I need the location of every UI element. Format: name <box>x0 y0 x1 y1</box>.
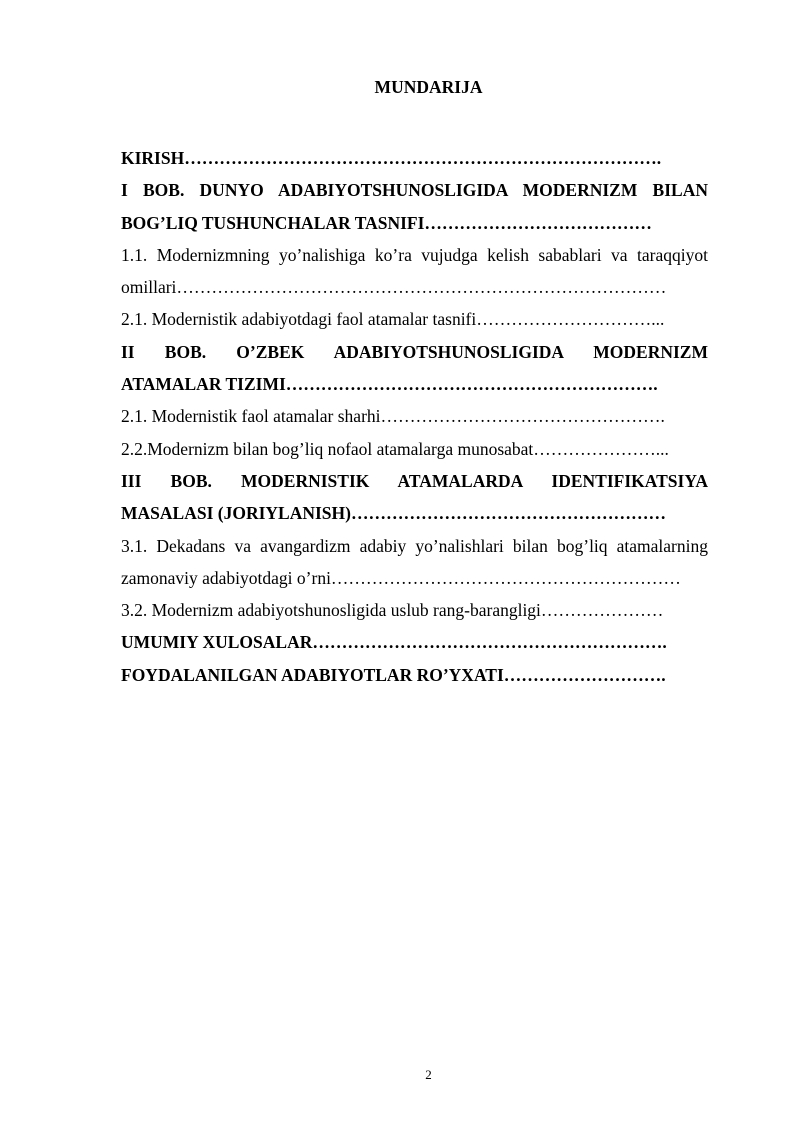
toc-entry-2-1-sharh: 2.1. Modernistik faol atamalar sharhi…………………………………………. <box>121 406 665 427</box>
toc-entry-chapter-2-line-1: II BOB. O’ZBEK ADABIYOTSHUNOSLIGIDA MODERNIZM <box>121 341 708 362</box>
toc-entry-2-1: 2.1. Modernistik adabiyotdagi faol atamalar tasnifi…………………………... <box>121 309 665 330</box>
toc-entry-chapter-1-line-1: I BOB. DUNYO ADABIYOTSHUNOSLIGIDA MODERNIZM BILAN <box>121 180 708 201</box>
table-of-contents <box>121 142 708 691</box>
toc-entry-2-2: 2.2.Modernizm bilan bog’liq nofaol atamalarga munosabat…………………... <box>121 438 669 459</box>
page-number: 2 <box>425 1067 432 1082</box>
toc-entry-1-1-line-2: omillari………………………………………………………………………… <box>121 277 667 298</box>
toc-entry-kirish: KIRISH………………………………………………………………………. <box>121 148 662 168</box>
toc-entry-conclusions: UMUMIY XULOSALAR……………………………………………………. <box>121 632 667 653</box>
toc-entry-3-1-line-1: 3.1. Dekadans va avangardizm adabiy yo’nalishlari bilan bog’liq atamalarning <box>121 535 708 556</box>
toc-entry-3-1-line-2: zamonaviy adabiyotdagi o’rni…………………………………………………… <box>121 567 681 588</box>
toc-entry-3-2: 3.2. Modernizm adabiyotshunosligida uslub rang-barangligi………………… <box>121 600 664 621</box>
toc-entry-chapter-2-line-2: ATAMALAR TIZIMI………………………………………………………. <box>121 374 658 395</box>
toc-entry-chapter-1-line-2: BOG’LIQ TUSHUNCHALAR TASNIFI………………………………… <box>121 212 652 233</box>
toc-entry-chapter-3-line-2: MASALASI (JORIYLANISH)……………………………………………… <box>121 503 666 524</box>
toc-entry-chapter-3-line-1: III BOB. MODERNISTIK ATAMALARDA IDENTIFIKATSIYA <box>121 470 708 491</box>
toc-entry-1-1-line-1: 1.1. Modernizmning yo’nalishiga ko’ra vujudga kelish sabablari va taraqqiyot <box>121 244 708 265</box>
toc-entry-bibliography: FOYDALANILGAN ADABIYOTLAR RO’YXATI………………………. <box>121 664 666 685</box>
page-title: MUNDARIJA <box>374 77 483 97</box>
